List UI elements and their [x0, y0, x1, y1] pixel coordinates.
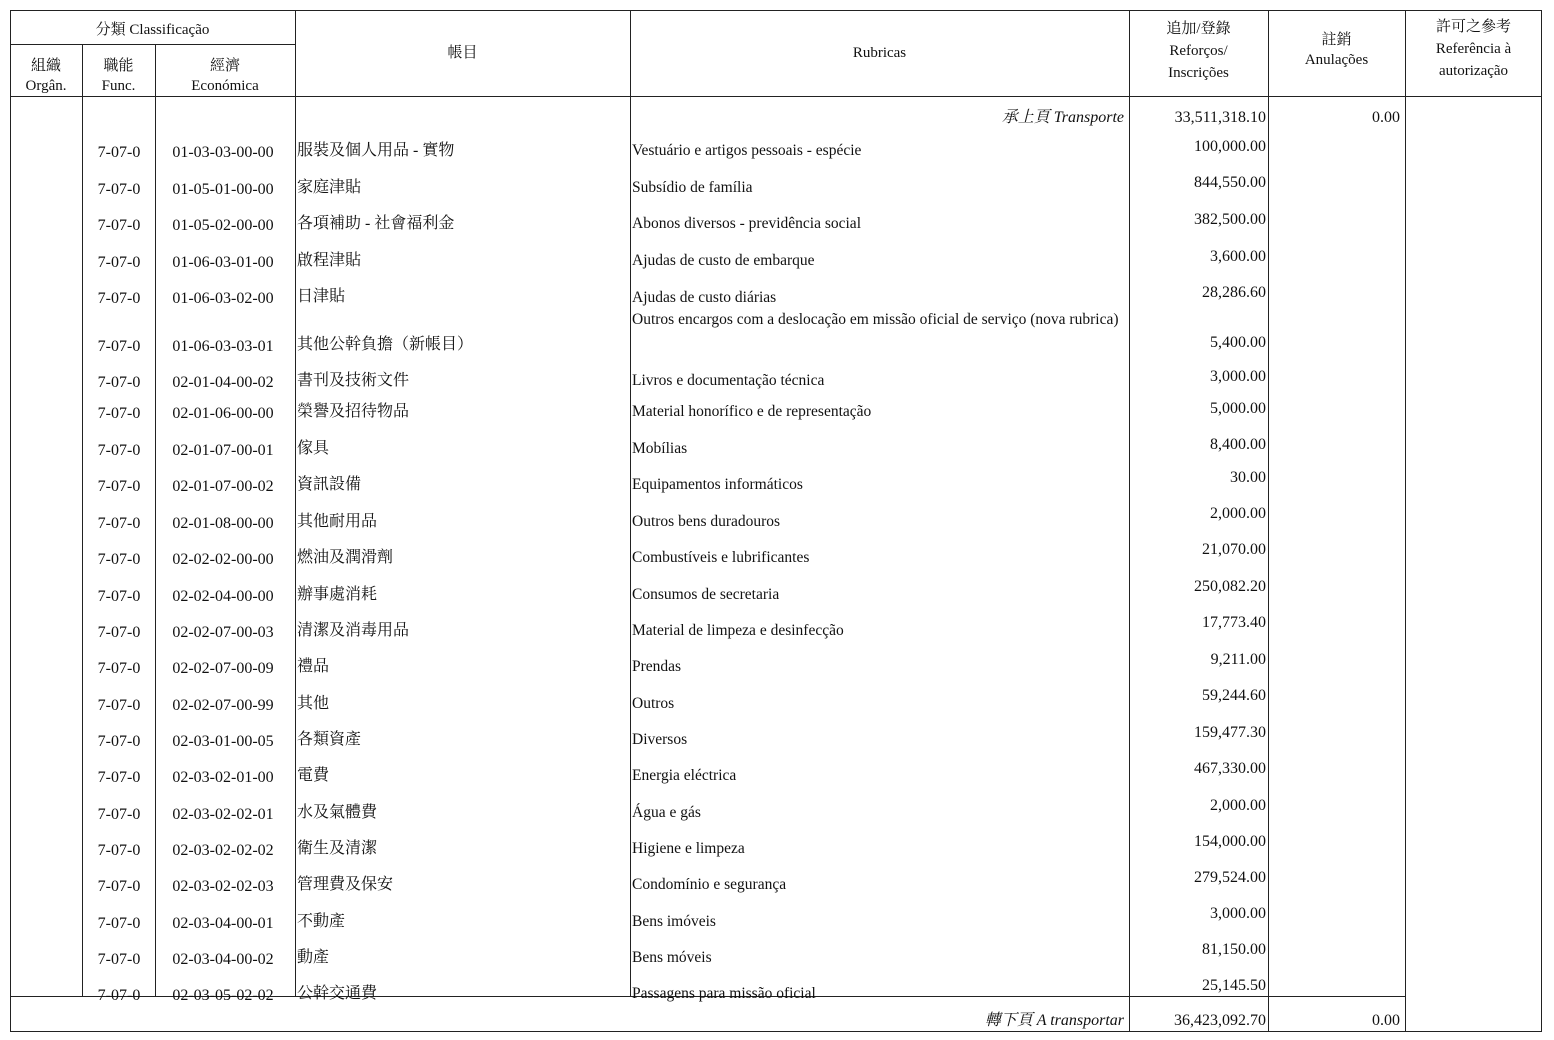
row-account-cn: 服裝及個人用品 - 實物: [297, 142, 455, 159]
row-reforco-amount: 2,000.00: [1210, 797, 1266, 814]
row-reforco-amount: 3,000.00: [1210, 905, 1266, 922]
carry-in-label-pt: Transporte: [1053, 109, 1124, 126]
header-func-cn: 職能: [103, 58, 134, 74]
row-account-cn: 日津貼: [297, 288, 346, 305]
row-econ-code: 02-03-02-02-01: [172, 806, 274, 823]
row-rubrica-pt: Energia eléctrica: [632, 767, 737, 784]
row-reforco-amount: 17,773.40: [1202, 614, 1266, 631]
row-account-cn: 辦事處消耗: [297, 586, 378, 603]
row-rubrica-pt: Consumos de secretaria: [632, 586, 780, 603]
row-rubrica-pt: Condomínio e segurança: [632, 876, 787, 893]
row-account-cn: 書刊及技術文件: [297, 372, 410, 389]
header-func-pt: Func.: [101, 78, 136, 94]
carry-in-label: [632, 108, 1124, 128]
row-func-code: 7-07-0: [97, 987, 141, 1004]
row-reforco-amount: 844,550.00: [1194, 174, 1266, 191]
row-func-code: 7-07-0: [97, 254, 141, 271]
row-rubrica-pt: Material de limpeza e desinfecção: [632, 622, 844, 639]
row-reforco-amount: 100,000.00: [1194, 138, 1266, 155]
row-rubrica-pt: Livros e documentação técnica: [632, 372, 825, 389]
row-rubrica-pt: Ajudas de custo de embarque: [632, 252, 815, 269]
carry-in-reforcos: 33,511,318.10: [1174, 109, 1266, 126]
row-reforco-amount: 9,211.00: [1210, 651, 1266, 668]
row-rubrica-pt: Bens móveis: [632, 949, 712, 966]
row-func-code: 7-07-0: [97, 374, 141, 391]
row-account-cn: 榮譽及招待物品: [297, 403, 410, 420]
header-reforcos-cn: 追加/登錄: [1166, 21, 1231, 37]
row-account-cn: 其他: [297, 695, 330, 712]
row-func-code: 7-07-0: [97, 144, 141, 161]
row-account-cn: 啟程津貼: [297, 252, 362, 269]
carry-in-anulacoes: 0.00: [1372, 109, 1400, 126]
row-rubrica-pt: Passagens para missão oficial: [632, 985, 816, 1002]
row-account-cn: 水及氣體費: [297, 804, 378, 821]
row-account-cn: 公幹交通費: [297, 985, 378, 1002]
row-reforco-amount: 154,000.00: [1194, 833, 1266, 850]
row-econ-code: 02-03-04-00-01: [172, 915, 274, 932]
header-econ: [155, 56, 295, 96]
col-divider-account: [630, 10, 631, 996]
row-reforco-amount: 8,400.00: [1210, 436, 1266, 453]
row-reforco-amount: 25,145.50: [1202, 977, 1266, 994]
row-reforco-amount: 467,330.00: [1194, 760, 1266, 777]
header-referencia-pt2: autorização: [1438, 63, 1509, 79]
row-econ-code: 01-06-03-02-00: [172, 290, 274, 307]
row-func-code: 7-07-0: [97, 442, 141, 459]
col-divider-econ: [295, 10, 296, 996]
row-econ-code: 02-01-08-00-00: [172, 515, 274, 532]
header-func: [82, 56, 155, 96]
header-econ-cn: 經濟: [209, 58, 240, 74]
row-account-cn: 其他公幹負擔（新帳目）: [297, 336, 474, 353]
row-reforco-amount: 3,000.00: [1210, 368, 1266, 385]
carry-out-label-pt: A transportar: [1036, 1012, 1124, 1029]
header-classification: 分類 Classificação: [95, 22, 210, 38]
carry-in-label-cn: 承上頁: [1001, 109, 1050, 126]
header-reforcos-pt1: Reforços/: [1169, 43, 1228, 59]
header-anulacoes-cn: 註銷: [1321, 32, 1352, 48]
header-organ: [10, 56, 82, 96]
header-referencia-pt1: Referência à: [1435, 41, 1512, 57]
row-func-code: 7-07-0: [97, 588, 141, 605]
row-func-code: 7-07-0: [97, 217, 141, 234]
row-rubrica-pt: Subsídio de família: [632, 179, 753, 196]
row-reforco-amount: 30.00: [1230, 469, 1266, 486]
row-rubrica-pt: Abonos diversos - previdência social: [632, 215, 861, 232]
row-rubrica-pt: Diversos: [632, 731, 688, 748]
row-account-cn: 衛生及清潔: [297, 840, 378, 857]
row-econ-code: 02-01-07-00-02: [172, 478, 274, 495]
carry-out-label: [632, 1011, 1124, 1031]
row-reforco-amount: 3,600.00: [1210, 248, 1266, 265]
budget-sheet: [10, 10, 1544, 1034]
row-reforco-amount: 250,082.20: [1194, 578, 1266, 595]
row-rubrica-pt: Bens imóveis: [632, 913, 716, 930]
row-reforco-amount: 2,000.00: [1210, 505, 1266, 522]
row-econ-code: 02-02-07-00-99: [172, 697, 274, 714]
row-func-code: 7-07-0: [97, 551, 141, 568]
row-rubrica-pt: Material honorífico e de representação: [632, 403, 872, 420]
row-func-code: 7-07-0: [97, 515, 141, 532]
row-reforco-amount: 21,070.00: [1202, 541, 1266, 558]
row-func-code: 7-07-0: [97, 769, 141, 786]
row-account-cn: 燃油及潤滑劑: [297, 549, 394, 566]
row-account-cn: 傢具: [297, 440, 330, 457]
row-econ-code: 02-03-02-02-02: [172, 842, 274, 859]
header-referencia-cn: 許可之參考: [1435, 19, 1511, 35]
row-rubrica-pt: Ajudas de custo diárias: [632, 289, 777, 306]
row-func-code: 7-07-0: [97, 878, 141, 895]
row-rubrica-pt: Outros bens duradouros: [632, 513, 781, 530]
header-anulacoes-pt: Anulações: [1304, 52, 1369, 68]
row-econ-code: 02-03-04-00-02: [172, 951, 274, 968]
row-account-cn: 禮品: [297, 658, 330, 675]
header-anulacoes: [1268, 30, 1405, 70]
row-rubrica-pt: Outros: [632, 695, 675, 712]
row-func-code: 7-07-0: [97, 697, 141, 714]
row-account-cn: 電費: [297, 767, 330, 784]
row-rubrica-pt: Combustíveis e lubrificantes: [632, 549, 810, 566]
carry-out-anulacoes: 0.00: [1372, 1012, 1400, 1029]
row-reforco-amount: 59,244.60: [1202, 687, 1266, 704]
row-econ-code: 01-05-01-00-00: [172, 181, 274, 198]
row-econ-code: 02-03-05-02-02: [172, 987, 274, 1004]
header-organ-pt: Orgân.: [25, 78, 67, 94]
row-econ-code: 02-02-04-00-00: [172, 588, 274, 605]
row-reforco-amount: 81,150.00: [1202, 941, 1266, 958]
row-reforco-amount: 382,500.00: [1194, 211, 1266, 228]
row-func-code: 7-07-0: [97, 290, 141, 307]
row-econ-code: 01-06-03-03-01: [172, 338, 274, 355]
row-account-cn: 管理費及保安: [297, 876, 394, 893]
row-account-cn: 動產: [297, 949, 330, 966]
row-account-cn: 不動產: [297, 913, 346, 930]
row-econ-code: 02-02-07-00-09: [172, 660, 274, 677]
row-econ-code: 02-01-07-00-01: [172, 442, 274, 459]
row-func-code: 7-07-0: [97, 806, 141, 823]
row-rubrica-pt: Vestuário e artigos pessoais - espécie: [632, 142, 862, 159]
row-econ-code: 01-05-02-00-00: [172, 217, 274, 234]
row-econ-code: 01-06-03-01-00: [172, 254, 274, 271]
row-econ-code: 02-03-02-02-03: [172, 878, 274, 895]
row-econ-code: 02-01-04-00-02: [172, 374, 274, 391]
row-rubrica-pt: Mobílias: [632, 440, 688, 457]
col-divider-anulacoes: [1405, 10, 1406, 1032]
row-econ-code: 02-01-06-00-00: [172, 405, 274, 422]
row-func-code: 7-07-0: [97, 181, 141, 198]
row-econ-code: 02-02-07-00-03: [172, 624, 274, 641]
row-reforco-amount: 5,400.00: [1210, 334, 1266, 351]
header-econ-pt: Económica: [191, 78, 259, 94]
row-account-cn: 家庭津貼: [297, 179, 362, 196]
row-econ-code: 02-03-01-00-05: [172, 733, 274, 750]
carry-out-label-cn: 轉下頁: [984, 1012, 1033, 1029]
row-func-code: 7-07-0: [97, 951, 141, 968]
row-rubrica-pt: Equipamentos informáticos: [632, 476, 803, 493]
row-econ-code: 02-03-02-01-00: [172, 769, 274, 786]
row-account-cn: 其他耐用品: [297, 513, 378, 530]
col-divider-organ: [82, 44, 83, 996]
carry-out-reforcos: 36,423,092.70: [1174, 1012, 1266, 1029]
row-account-cn: 各類資產: [297, 731, 362, 748]
header-reforcos: [1129, 18, 1268, 84]
row-func-code: 7-07-0: [97, 733, 141, 750]
row-func-code: 7-07-0: [97, 478, 141, 495]
row-func-code: 7-07-0: [97, 660, 141, 677]
row-account-cn: 各項補助 - 社會福利金: [297, 215, 455, 232]
row-reforco-amount: 279,524.00: [1194, 869, 1266, 886]
row-rubrica-pt: Água e gás: [632, 804, 701, 821]
row-econ-code: 02-02-02-00-00: [172, 551, 274, 568]
row-account-cn: 清潔及消毒用品: [297, 622, 410, 639]
row-rubrica-pt: Prendas: [632, 658, 682, 675]
row-reforco-amount: 159,477.30: [1194, 724, 1266, 741]
header-reforcos-pt2: Inscrições: [1168, 65, 1229, 81]
row-econ-code: 01-03-03-00-00: [172, 144, 274, 161]
header-referencia: [1405, 16, 1542, 82]
row-account-cn: 資訊設備: [297, 476, 362, 493]
row-rubrica-pt: Outros encargos com a deslocação em missão oficial de serviço (nova rubrica): [632, 311, 1119, 328]
row-reforco-amount: 28,286.60: [1202, 284, 1266, 301]
row-func-code: 7-07-0: [97, 405, 141, 422]
header-account: 帳目: [447, 45, 478, 61]
row-func-code: 7-07-0: [97, 842, 141, 859]
row-func-code: 7-07-0: [97, 338, 141, 355]
header-divider-classification: [10, 44, 295, 45]
header-rubricas: Rubricas: [852, 45, 907, 61]
row-func-code: 7-07-0: [97, 915, 141, 932]
header-bottom-line: [10, 96, 1542, 97]
row-reforco-amount: 5,000.00: [1210, 400, 1266, 417]
row-func-code: 7-07-0: [97, 624, 141, 641]
row-rubrica-pt: Higiene e limpeza: [632, 840, 745, 857]
header-organ-cn: 組織: [30, 58, 61, 74]
col-divider-reforcos: [1268, 10, 1269, 1032]
